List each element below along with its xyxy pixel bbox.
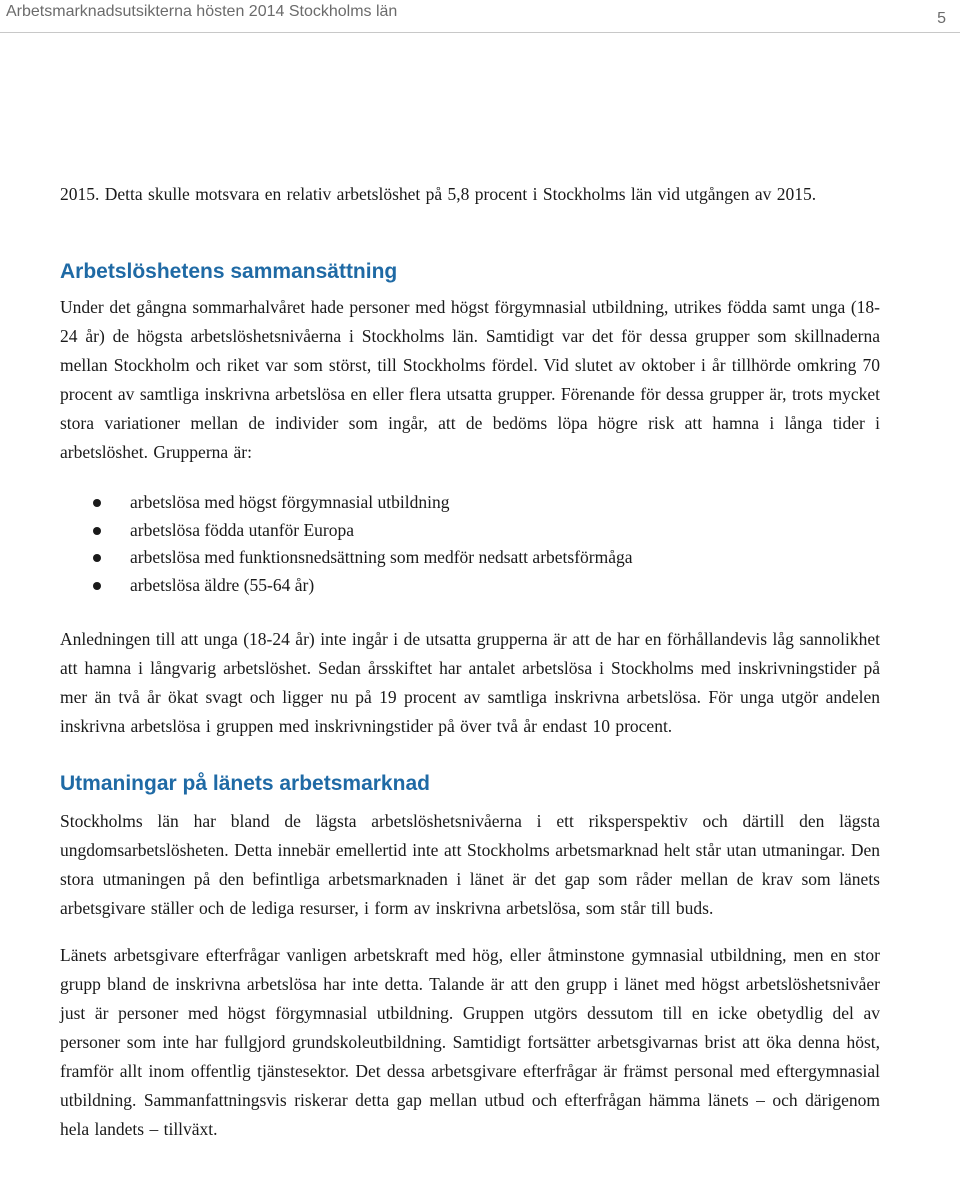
list-item-text: arbetslösa födda utanför Europa: [130, 519, 355, 540]
list-item-text: arbetslösa äldre (55-64 år): [130, 574, 315, 595]
document-body: [60, 180, 880, 1144]
bullet-icon: [93, 527, 101, 535]
bullet-icon: [93, 499, 101, 507]
composition-paragraph: Under det gångna sommarhalvåret hade personer med högst förgymnasial utbildning, utrikes födda samt unga (18-24 år) de högsta arbetslöshetsnivåerna i Stockholms län. Samtidigt var det för dessa grupper som skillnaderna mellan Stockholm och riket var som störst, till Stockholms fördel. Vid slutet av oktober i år tillhörde omkring 70 procent av samtliga inskrivna arbetslösa en eller flera utsatta grupper. Förenande för dessa grupper är, trots mycket stora variationer mellan de individer som ingår, att de bedöms löpa högre risk att hamna i långa tider i arbetslöshet. Grupperna är:: [60, 297, 880, 462]
challenges-paragraph-1: Stockholms län har bland de lägsta arbetslöshetsnivåerna i ett riksperspektiv och därtill den lägsta ungdomsarbetslösheten. Detta innebär emellertid inte att Stockholms arbetsmarknad helt står utan utmaningar. Den stora utmaningen på den befintliga arbetsmarknaden i länet är det gap som råder mellan de krav som länets arbetsgivare ställer och de lediga resurser, i form av inskrivna arbetslösa, som står till buds.: [60, 811, 880, 918]
challenges-paragraph-2: Länets arbetsgivare efterfrågar vanligen arbetskraft med hög, eller åtminstone gymnasial utbildning, men en stor grupp bland de inskrivna arbetslösa har inte detta. Talande är att den grupp i länet med högst arbetslöshetsnivåer just är personer med högst förgymnasial utbildning. Gruppen utgörs dessutom till en icke obetydlig del av personer som inte har fullgjord grundskoleutbildning. Samtidigt fortsätter arbetsgivarnas brist att öka denna höst, framför allt inom offentlig tjänstesektor. Det dessa arbetsgivare efterfrågar är främst personal med eftergymnasial utbildning. Sammanfattningsvis riskerar detta gap mellan utbud och efterfrågan hämma länets – och därigenom hela landets – tillväxt.: [60, 945, 880, 1139]
list-item: [60, 544, 880, 572]
list-item: [60, 517, 880, 545]
intro-paragraph: 2015. Detta skulle motsvara en relativ arbetslöshet på 5,8 procent i Stockholms län vid utgången av 2015.: [60, 184, 817, 204]
list-item-text: arbetslösa med högst förgymnasial utbildning: [130, 492, 450, 512]
section-heading-composition: Arbetslöshetens sammansättning: [60, 260, 398, 283]
list-item: [60, 572, 880, 600]
group-list: [60, 489, 880, 599]
youth-paragraph: Anledningen till att unga (18-24 år) inte ingår i de utsatta grupperna är att de har en förhållandevis låg sannolikhet att hamna i långvarig arbetslöshet. Sedan årsskiftet har antalet arbetslösa i Stockholms med inskrivningstider på mer än två år ökat svagt och ligger nu på 19 procent av samtliga inskrivna arbetslösa. För unga utgör andelen inskrivna arbetslösa i gruppen med inskrivningstider på över två år endast 10 procent.: [60, 629, 880, 736]
list-item-text: arbetslösa med funktionsnedsättning som medför nedsatt arbetsförmåga: [130, 547, 633, 567]
page-header: [0, 0, 960, 33]
page-number: 5: [937, 10, 946, 27]
list-item: [60, 489, 880, 517]
bullet-icon: [93, 582, 101, 590]
bullet-icon: [93, 554, 101, 562]
document-title: Arbetsmarknadsutsikterna hösten 2014 Stockholms län: [6, 3, 398, 20]
section-heading-challenges: Utmaningar på länets arbetsmarknad: [60, 772, 430, 795]
